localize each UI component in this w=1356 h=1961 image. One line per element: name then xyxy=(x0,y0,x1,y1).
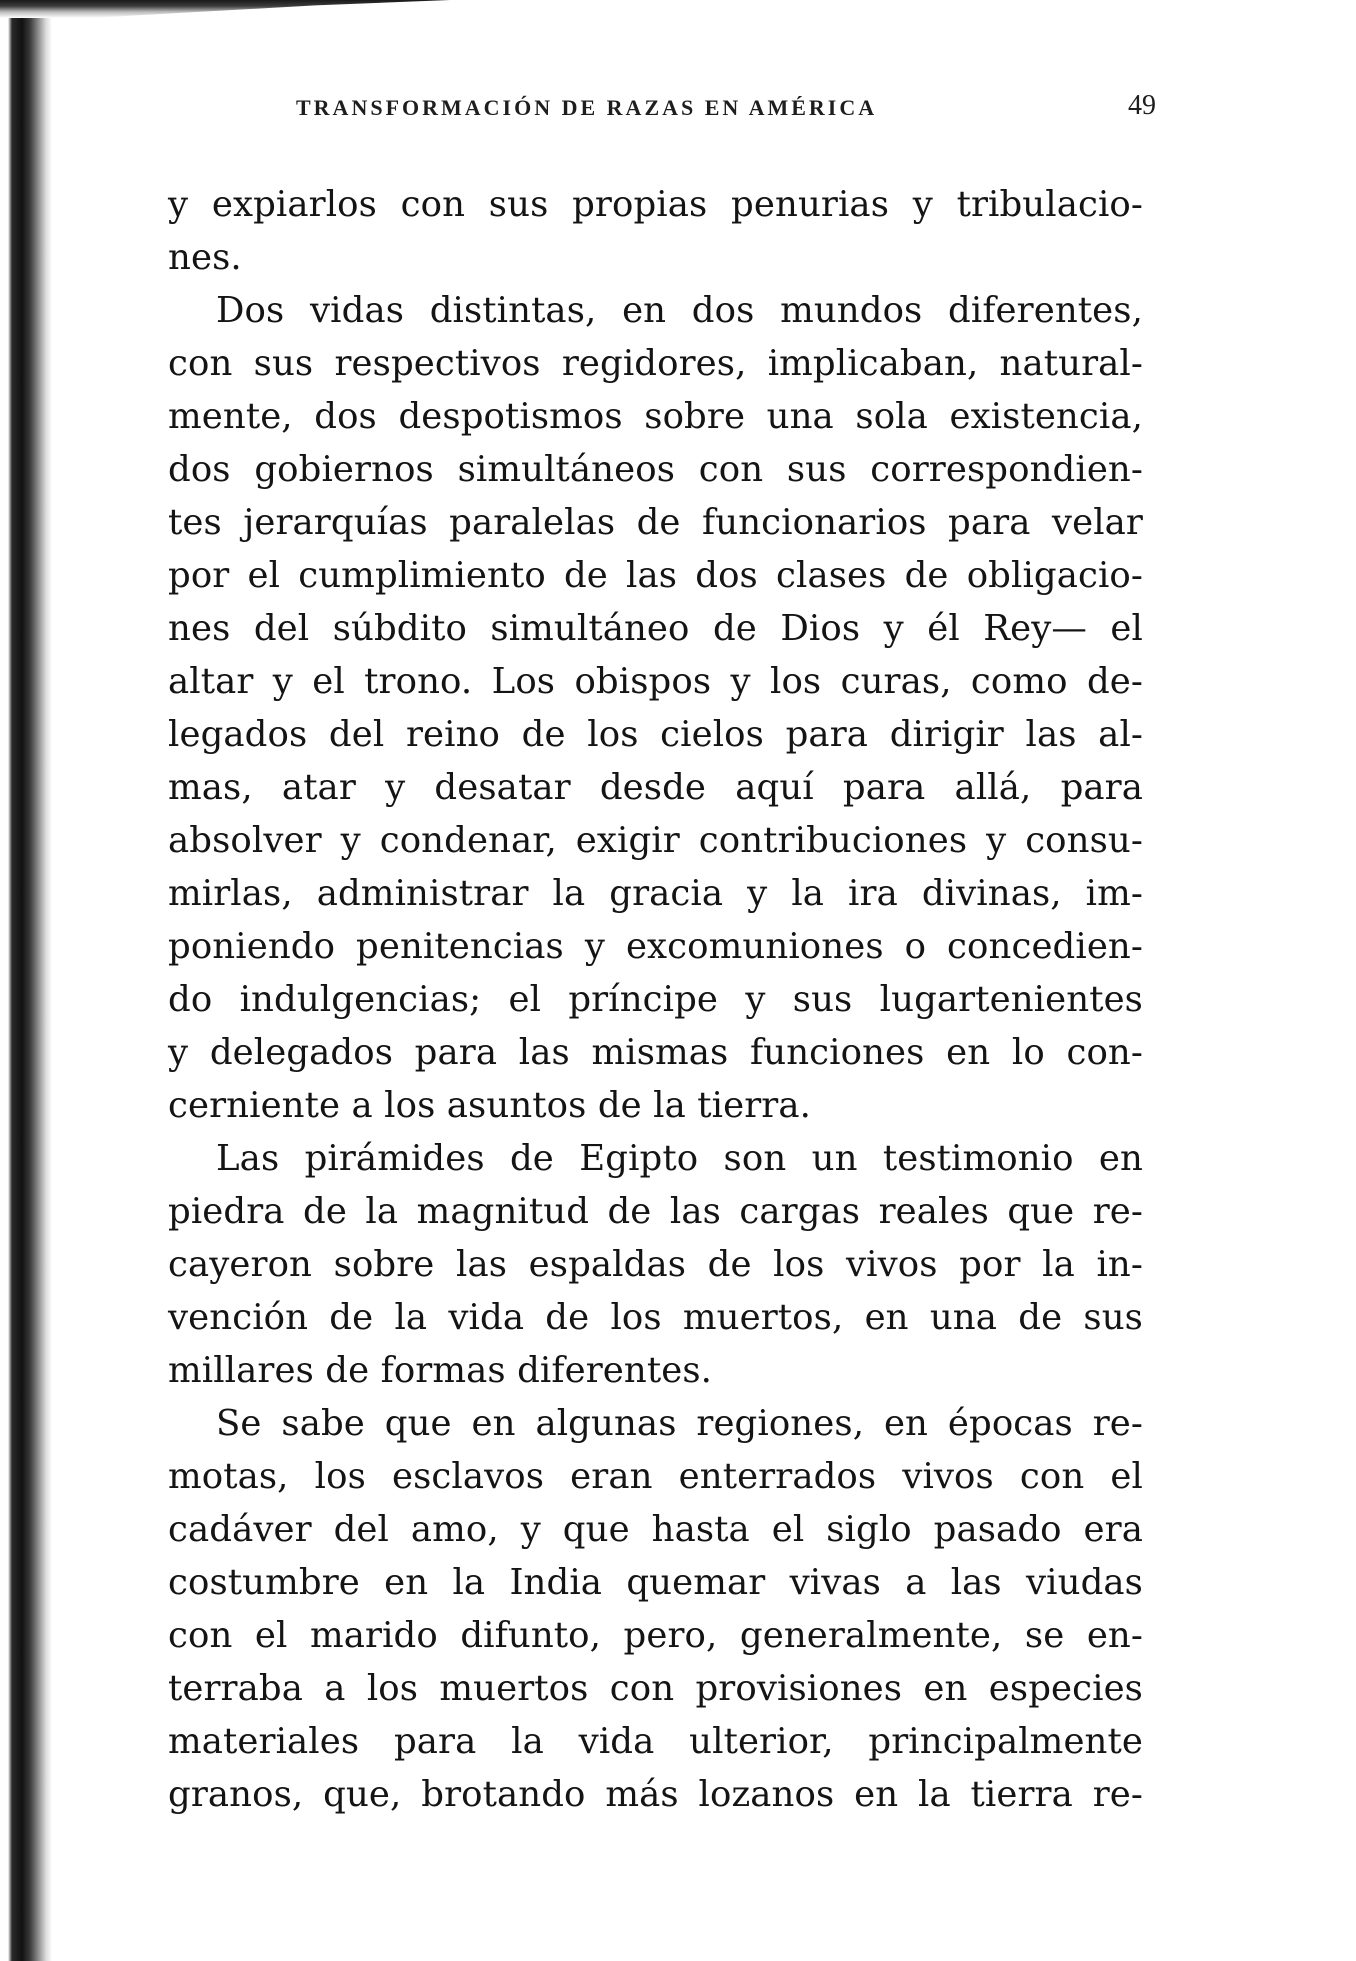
text-line: legados del reino de los cielos para dirigir las al- xyxy=(168,714,1143,755)
text-line: do indulgencias; el príncipe y sus lugartenientes xyxy=(168,979,1143,1020)
text-line: por el cumplimiento de las dos clases de obligacio- xyxy=(168,555,1143,596)
text-line: granos, que, brotando más lozanos en la tierra re- xyxy=(168,1774,1143,1815)
paragraph-2 xyxy=(168,284,1143,1132)
text-line: millares de formas diferentes. xyxy=(168,1350,713,1391)
text-line: poniendo penitencias y excomuniones o concedien- xyxy=(168,926,1143,967)
text-line: y expiarlos con sus propias penurias y tribulacio- xyxy=(168,184,1143,225)
text-line: piedra de la magnitud de las cargas reales que re- xyxy=(168,1191,1143,1232)
text-line: altar y el trono. Los obispos y los curas, como de- xyxy=(168,661,1143,702)
text-line: cadáver del amo, y que hasta el siglo pasado era xyxy=(168,1509,1143,1550)
text-line: mente, dos despotismos sobre una sola existencia, xyxy=(168,396,1143,437)
text-line: terraba a los muertos con provisiones en especies xyxy=(168,1668,1143,1709)
text-line: mirlas, administrar la gracia y la ira divinas, im- xyxy=(168,873,1143,914)
text-line: cerniente a los asuntos de la tierra. xyxy=(168,1085,811,1126)
text-line: nes del súbdito simultáneo de Dios y él Rey— el xyxy=(168,608,1143,649)
text-line: vención de la vida de los muertos, en una de sus xyxy=(168,1297,1143,1338)
text-line: dos gobiernos simultáneos con sus correspondien- xyxy=(168,449,1143,490)
body-text xyxy=(168,178,1143,1821)
text-line: Las pirámides de Egipto son un testimonio en xyxy=(216,1138,1143,1179)
text-line: Se sabe que en algunas regiones, en épocas re- xyxy=(216,1403,1143,1444)
text-line: motas, los esclavos eran enterrados vivos con el xyxy=(168,1456,1143,1497)
text-line: con sus respectivos regidores, implicaban, natural- xyxy=(168,343,1143,384)
text-line: absolver y condenar, exigir contribuciones y consu- xyxy=(168,820,1143,861)
text-line: nes. xyxy=(168,237,242,278)
page-number: 49 xyxy=(1128,90,1156,121)
text-line: tes jerarquías paralelas de funcionarios para velar xyxy=(168,502,1143,543)
text-line: costumbre en la India quemar vivas a las viudas xyxy=(168,1562,1143,1603)
text-line: materiales para la vida ulterior, principalmente xyxy=(168,1721,1143,1762)
running-head-title: TRANSFORMACIÓN DE RAZAS EN AMÉRICA xyxy=(296,95,878,120)
paragraph-4 xyxy=(168,1397,1143,1821)
text-line: con el marido difunto, pero, generalmente, se en- xyxy=(168,1615,1143,1656)
text-line: y delegados para las mismas funciones en lo con- xyxy=(168,1032,1143,1073)
text-line: Dos vidas distintas, en dos mundos diferentes, xyxy=(216,290,1143,331)
paragraph-1 xyxy=(168,178,1143,284)
text-line: mas, atar y desatar desde aquí para allá, para xyxy=(168,767,1143,808)
text-line: cayeron sobre las espaldas de los vivos por la in- xyxy=(168,1244,1143,1285)
paragraph-3 xyxy=(168,1132,1143,1397)
